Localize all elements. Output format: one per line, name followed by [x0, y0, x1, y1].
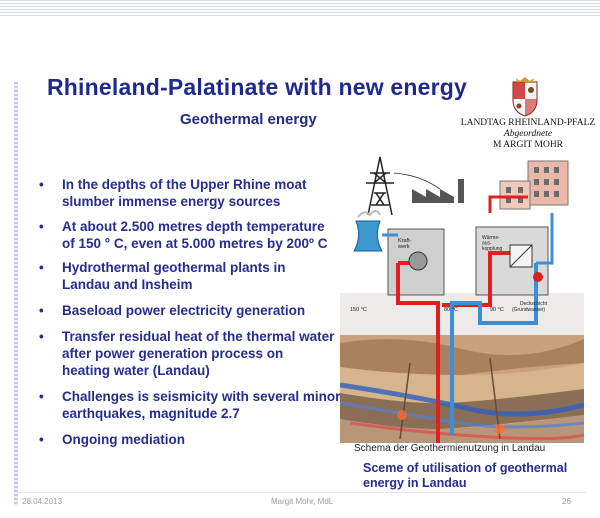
bullet-dot: • [39, 219, 44, 234]
footer-divider [14, 492, 586, 493]
label-temp-left: 150 °C [350, 307, 367, 313]
bullet-dot: • [39, 389, 44, 404]
left-accent-bar [14, 82, 18, 506]
slide-title: Rhineland-Palatinate with new energy [47, 74, 467, 100]
label-waerme-l2: aus- [482, 240, 492, 247]
label-waerme-l3: kopplung [482, 246, 503, 252]
bullet-item [28, 431, 358, 448]
label-temp-right: 90 °C [490, 307, 504, 313]
footer-date: 28.04.2013 [22, 497, 63, 506]
turbine-icon [409, 252, 427, 270]
footer-page-number: 26 [562, 497, 571, 506]
figure-caption-german: Schema der Geothermienutzung in Landau [354, 443, 546, 454]
label-temp-mid: 80 °C [444, 307, 458, 313]
bullet-text: Transfer residual heat of the thermal water after power generation process on heating water (Landau) [62, 329, 335, 378]
bullet-text: Baseload power electricity generation [62, 303, 306, 318]
bullet-item [28, 302, 358, 319]
bullet-text: At about 2.500 metres depth temperature of 150 ° C, even at 5.000 metres by 200º C [62, 219, 328, 251]
bullet-text: Challenges is seismicity with several minor earthquakes, magnitude 2.7 [62, 389, 341, 421]
bullet-item [28, 259, 358, 293]
coat-of-arms-icon [505, 76, 545, 118]
power-pylon-icon [366, 157, 440, 215]
bullet-text: Ongoing mediation [62, 432, 185, 447]
org-member: M ARGIT MOHR [492, 140, 564, 150]
label-deckschicht-l2: (Grundwasser) [512, 307, 546, 313]
factory-icon [412, 179, 464, 203]
org-role: Abgeordnete [503, 129, 553, 139]
label-waerme-l1: Wärme- [482, 235, 500, 241]
label-kraftwerk-l1: Kraft- [398, 238, 412, 244]
parliament-label [458, 118, 598, 151]
cooling-tower-icon [354, 211, 382, 251]
label-deckschicht-l1: Deckschicht [520, 301, 547, 307]
surface-ground [340, 293, 584, 335]
top-stripes [0, 0, 600, 18]
figure-caption-english: Sceme of utilisation of geothermal energy in Landau [363, 461, 568, 490]
bullet-text: In the depths of the Upper Rhine moat slumber immense energy sources [62, 177, 307, 209]
bullet-dot: • [39, 303, 44, 318]
footer-author: Margit Mohr, MdL [271, 497, 334, 506]
bullet-item [28, 218, 358, 252]
bullet-dot: • [39, 329, 44, 344]
bullet-dot: • [39, 432, 44, 447]
bullet-list [28, 176, 358, 448]
bullet-dot: • [39, 260, 44, 275]
rock-layers [340, 335, 584, 443]
pump-icon [533, 272, 543, 282]
slide-subtitle: Geothermal energy [180, 111, 317, 128]
houses-icon [500, 161, 568, 209]
bullet-item [28, 176, 358, 210]
bullet-dot: • [39, 177, 44, 192]
bullet-text: Hydrothermal geothermal plants in Landau and Insheim [62, 260, 286, 292]
bullet-item [28, 388, 358, 422]
bullet-item [28, 328, 358, 379]
label-kraftwerk-l2: werk [398, 244, 410, 250]
org-name: LANDTAG RHEINLAND-PFALZ [460, 118, 596, 128]
geothermal-diagram [340, 153, 584, 443]
